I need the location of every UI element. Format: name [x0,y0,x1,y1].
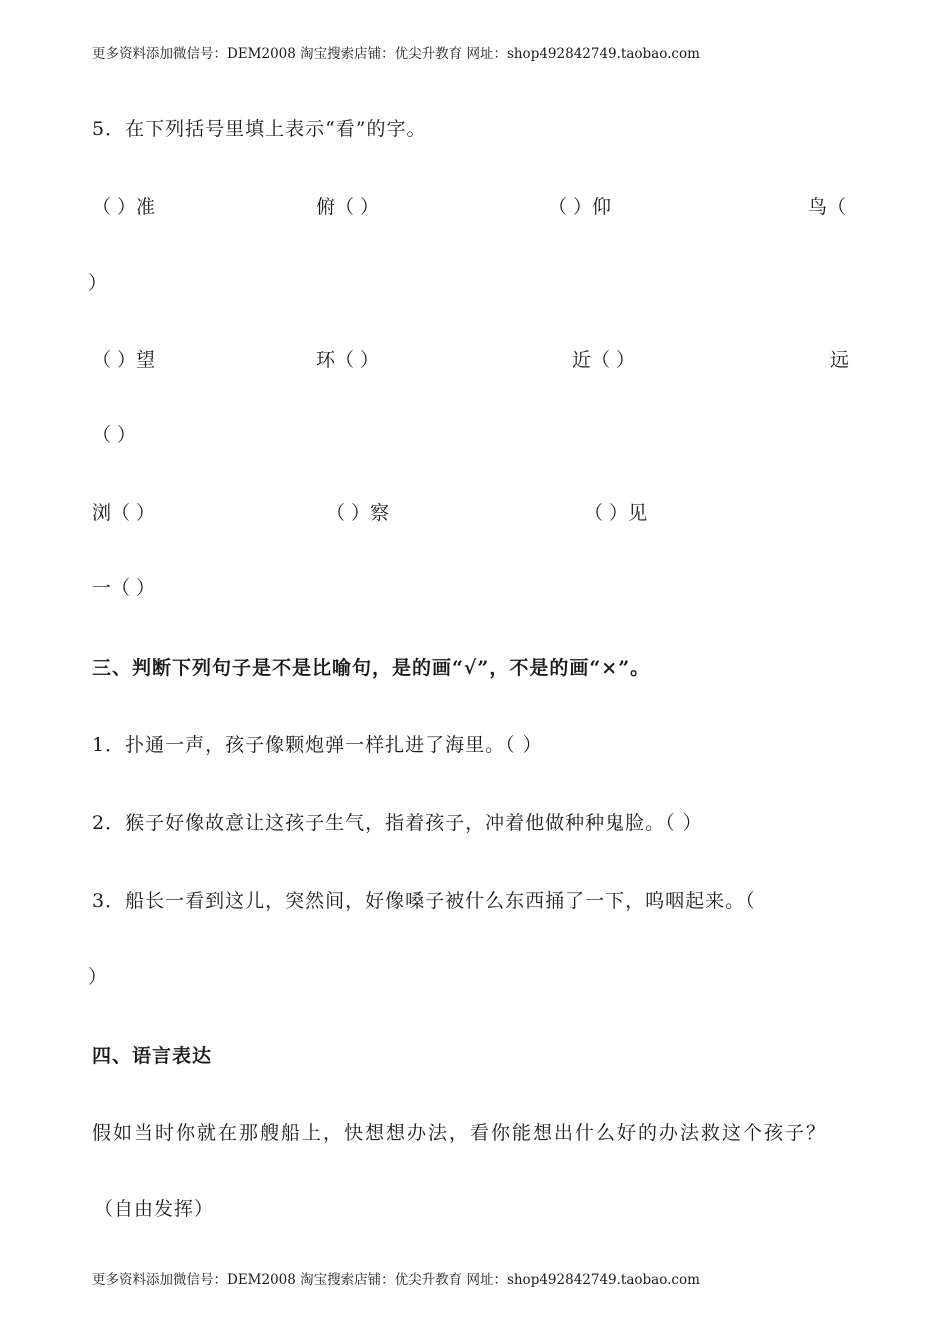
blank-item: 鸟（ [808,196,847,218]
blank-item: 俯（ ） [316,196,380,218]
page-header: 更多资料添加微信号：DEM2008 淘宝搜索店铺：优尖升教育 网址：shop492842749.taobao.com [92,46,700,62]
question-5-row-2-cont: （ ） [92,424,137,446]
blank-item: （ ）见 [584,502,648,524]
section-4-prompt: 假如当时你就在那艘船上，快想想办法，看你能想出什么好的办法救这个孩子？ [92,1122,828,1144]
section-3-item-3-cont: ） [88,966,108,988]
blank-item: 环（ ） [316,349,380,371]
section-3-heading: 三、判断下列句子是不是比喻句，是的画“√”，不是的画“×”。 [92,657,651,679]
section-3-item-3: 3．船长一看到这儿，突然间，好像嗓子被什么东西捅了一下，呜咽起来。（ [92,890,756,912]
blank-item: 远 [830,349,850,371]
blank-item: （ ）望 [92,349,156,371]
section-3-item-2: 2．猴子好像故意让这孩子生气，指着孩子，冲着他做种种鬼脸。（ ） [92,812,703,834]
question-5-title: 5．在下列括号里填上表示“看”的字。 [92,118,427,140]
blank-item: （ ）仰 [548,196,612,218]
question-5-row-1-cont: ） [88,272,108,294]
section-4-note: （自由发挥） [94,1198,215,1220]
page-footer: 更多资料添加微信号：DEM2008 淘宝搜索店铺：优尖升教育 网址：shop492842749.taobao.com [92,1272,700,1288]
section-4-heading: 四、语言表达 [92,1045,213,1067]
blank-item: （ ）准 [92,196,156,218]
blank-item: （ ）察 [326,502,390,524]
blank-item: 浏（ ） [92,502,156,524]
question-5-row-3-cont: 一（ ） [92,577,156,599]
section-3-item-1: 1．扑通一声，孩子像颗炮弹一样扎进了海里。（ ） [92,734,543,756]
blank-item: 近（ ） [572,349,636,371]
